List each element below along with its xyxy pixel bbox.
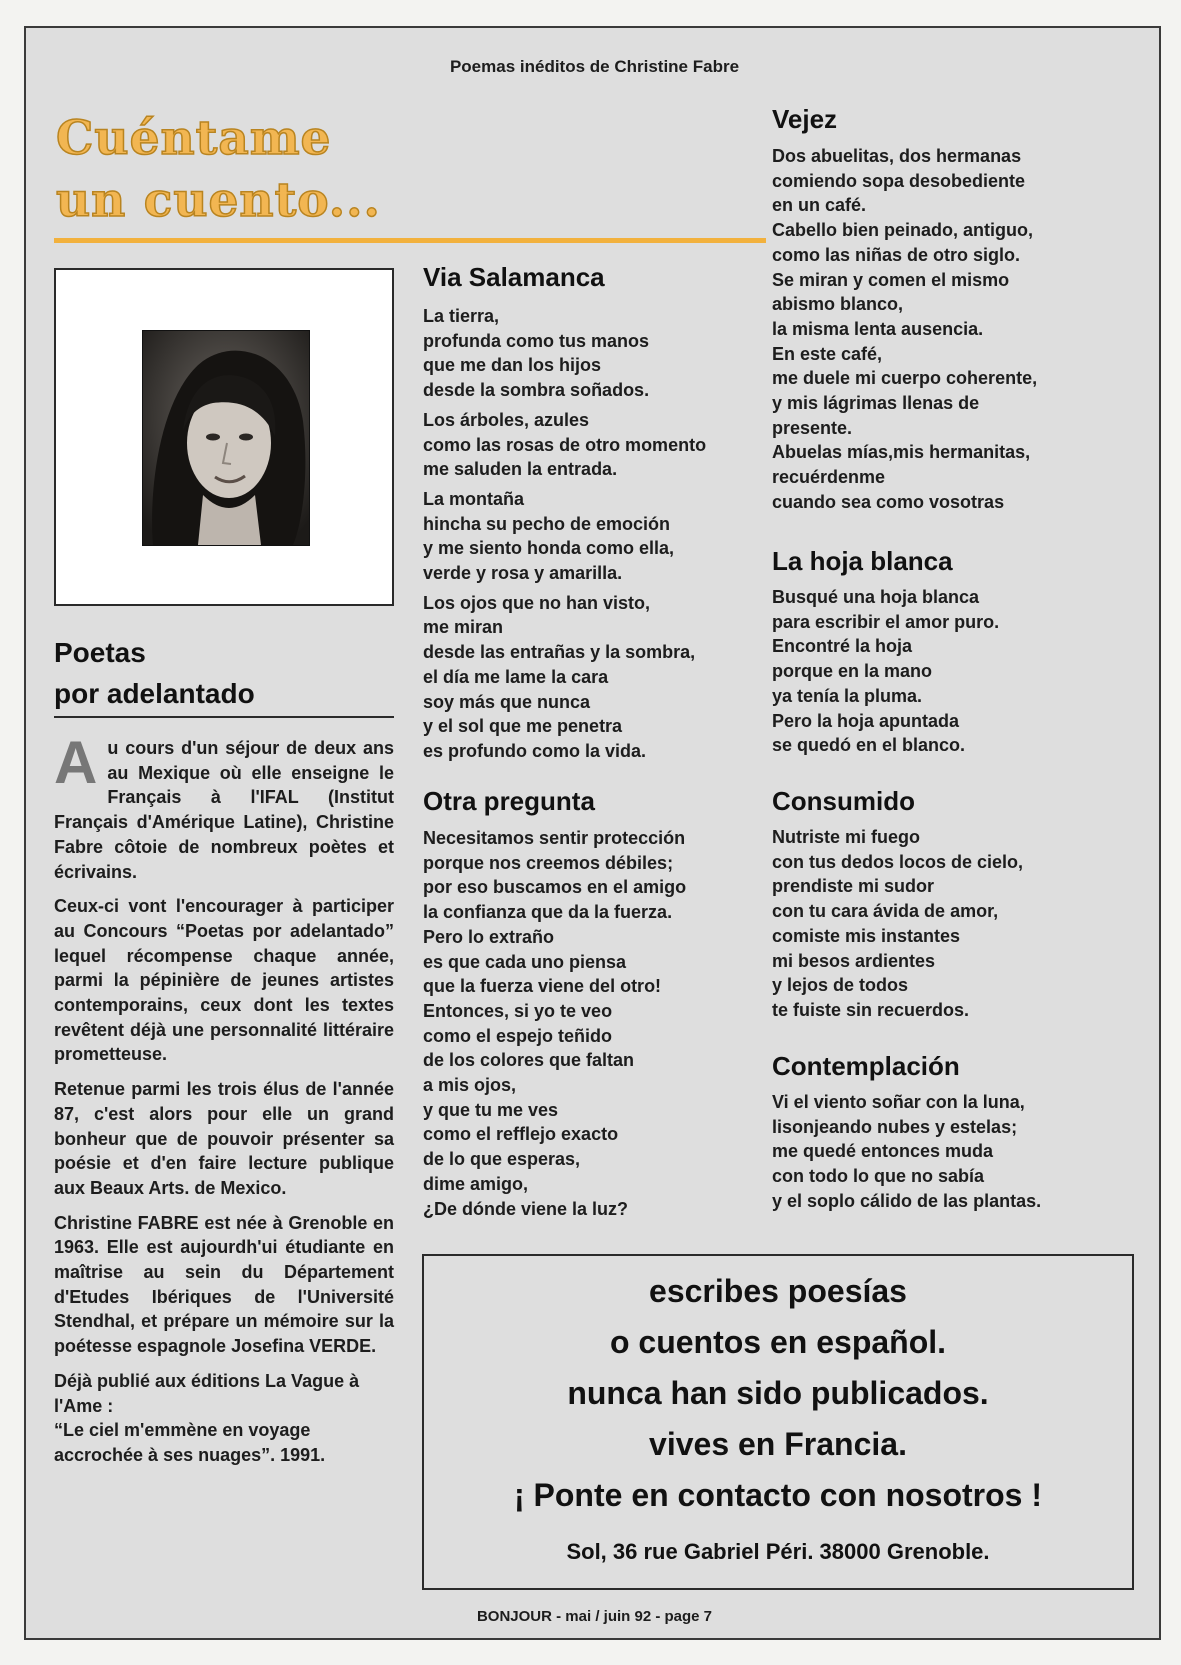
poem-via-salamanca <box>423 260 753 769</box>
poem-line: como el espejo teñido <box>423 1025 613 1046</box>
poem-line: La montaña <box>423 488 525 509</box>
poem-title: Vejez <box>772 104 838 134</box>
contact-ad-box <box>422 1254 1134 1590</box>
poem-line: Abuelas mías,mis hermanitas, <box>772 442 1031 463</box>
poem-line: con tus dedos locos de cielo, <box>772 851 1024 872</box>
poem-line: soy más que nunca <box>423 691 591 712</box>
section-rule <box>54 716 394 718</box>
paragraph: “Le ciel m'emmène en voyage accrochée à ses nuages”. 1991. <box>54 1420 326 1465</box>
poem-line: me duele mi cuerpo coherente, <box>772 368 1038 389</box>
poem-vejez <box>772 102 1142 520</box>
section-heading-line-2: por adelantado <box>54 678 255 709</box>
poem-line: porque en la mano <box>772 661 933 682</box>
stanza <box>772 585 1142 758</box>
poem-line: Los ojos que no han visto, <box>423 592 651 613</box>
poem-line: es que cada uno piensa <box>423 951 627 972</box>
poem-title: Contemplación <box>772 1051 960 1081</box>
drop-cap: A <box>54 729 98 796</box>
paragraph-text: u cours d'un séjour de deux ans au Mexique où elle enseigne le Français à l'IFAL (Institut Français d'Amérique Latine), Christine Fabre côtoie de nombreux poètes et écrivains. <box>54 738 394 882</box>
poem-la-hoja-blanca <box>772 544 1142 763</box>
stanza <box>423 408 753 482</box>
poem-line: Se miran y comen el mismo <box>772 269 1010 290</box>
poem-line: Pero la hoja apuntada <box>772 710 960 731</box>
poem-line: y el soplo cálido de las plantas. <box>772 1190 1042 1211</box>
stanza <box>423 487 753 586</box>
ad-line: o cuentos en español. <box>609 1324 947 1360</box>
poem-line: La tierra, <box>423 306 500 326</box>
poem-line: para escribir el amor puro. <box>772 611 1000 632</box>
stanza <box>423 591 753 764</box>
article-body <box>54 729 394 1478</box>
poem-line: hincha su pecho de emoción <box>423 513 671 534</box>
poem-line: desde la sombra soñados. <box>423 380 650 401</box>
poem-line: de lo que esperas, <box>423 1149 581 1170</box>
poem-line: y el sol que me penetra <box>423 716 623 737</box>
poem-line: recuérdenme <box>772 467 886 488</box>
stanza <box>772 144 1142 515</box>
page-title <box>56 108 381 232</box>
poem-line: me miran <box>423 617 504 638</box>
poem-line: profunda como tus manos <box>423 330 650 351</box>
poem-contemplacion <box>772 1049 1142 1219</box>
poem-line: Entonces, si yo te veo <box>423 1000 613 1021</box>
poem-line: Cabello bien peinado, antiguo, <box>772 220 1034 241</box>
stanza <box>772 1090 1142 1214</box>
poem-line: Pero lo extraño <box>423 926 555 947</box>
poem-line: Busqué una hoja blanca <box>772 587 980 607</box>
poem-line: la confianza que da la fuerza. <box>423 902 673 923</box>
magazine-page <box>24 26 1161 1640</box>
poem-line: y que tu me ves <box>423 1099 559 1120</box>
poem-title: Consumido <box>772 786 915 816</box>
poem-line: como las rosas de otro momento <box>423 434 707 455</box>
poem-line: ya tenía la pluma. <box>772 685 923 706</box>
paragraph <box>54 729 394 884</box>
poem-line: Los árboles, azules <box>423 409 590 430</box>
poem-line: me saluden la entrada. <box>423 459 618 480</box>
poem-title: Via Salamanca <box>423 262 605 292</box>
poem-line: Dos abuelitas, dos hermanas <box>772 146 1022 166</box>
section-heading-line-1: Poetas <box>54 637 146 668</box>
poem-line: y lejos de todos <box>772 975 909 996</box>
photo-frame <box>54 268 394 606</box>
poem-line: porque nos creemos débiles; <box>423 852 674 873</box>
page-footer: BONJOUR - mai / juin 92 - page 7 <box>476 1608 713 1625</box>
page-subtitle: Poemas inéditos de Christine Fabre <box>449 57 740 76</box>
poem-line: En este café, <box>772 343 883 364</box>
poem-line: el día me lame la cara <box>423 666 609 687</box>
poem-line: y mis lágrimas llenas de <box>772 393 980 414</box>
poem-line: como las niñas de otro siglo. <box>772 244 1021 265</box>
poem-line: Encontré la hoja <box>772 636 913 657</box>
ad-line: vives en Francia. <box>649 1426 907 1462</box>
poem-line: cuando sea como vosotras <box>772 491 1005 512</box>
stanza <box>423 826 753 1221</box>
paragraph: Ceux-ci vont l'encourager à participer au Concours “Poetas por adelantado” lequel récompense chaque année, parmi la pépinière de jeunes artistes contemporains, ceux dont les textes revêtent déjà une personnalité littéraire prometteuse. <box>54 896 394 1065</box>
poem-line: a mis ojos, <box>423 1075 517 1096</box>
author-portrait <box>142 330 310 546</box>
paragraph: Déjà publié aux éditions La Vague à l'Ame : <box>54 1370 360 1416</box>
poem-line: y me siento honda como ella, <box>423 538 675 559</box>
poem-line: Necesitamos sentir protección <box>423 828 686 848</box>
ad-line: nunca han sido publicados. <box>567 1375 989 1411</box>
poem-line: lisonjeando nubes y estelas; <box>772 1116 1018 1137</box>
poem-title: Otra pregunta <box>423 786 595 816</box>
poem-line: prendiste mi sudor <box>772 876 935 897</box>
poem-line: con tu cara ávida de amor, <box>772 901 999 922</box>
poem-line: de los colores que faltan <box>423 1050 635 1071</box>
poem-line: verde y rosa y amarilla. <box>423 563 623 584</box>
poem-title: La hoja blanca <box>772 546 953 576</box>
poem-line: que la fuerza viene del otro! <box>423 976 662 997</box>
poem-line: ¿De dónde viene la luz? <box>423 1198 629 1219</box>
poem-line: es profundo como la vida. <box>423 740 647 761</box>
poem-line: que me dan los hijos <box>423 355 602 376</box>
poem-consumido <box>772 784 1142 1028</box>
poem-line: la misma lenta ausencia. <box>772 318 984 339</box>
stanza <box>423 304 753 403</box>
ad-contact-address: Sol, 36 rue Gabriel Péri. 38000 Grenoble. <box>566 1539 990 1564</box>
paragraph: Retenue parmi les trois élus de l'année 87, c'est alors pour elle un grand bonheur que de pouvoir présenter sa poésie et d'en faire lecture publique aux Beaux Arts. de Mexico. <box>54 1079 394 1198</box>
stanza <box>772 825 1142 1023</box>
poem-line: presente. <box>772 417 853 438</box>
poem-line: como el refflejo exacto <box>423 1124 619 1145</box>
ad-line: ¡ Ponte en contacto con nosotros ! <box>513 1477 1042 1513</box>
ad-line: escribes poesías <box>649 1273 907 1309</box>
poem-line: por eso buscamos en el amigo <box>423 877 687 898</box>
poem-otra-pregunta <box>423 784 753 1226</box>
poem-line: desde las entrañas y la sombra, <box>423 642 696 663</box>
paragraph: Christine FABRE est née à Grenoble en 1963. Elle est aujourdh'ui étudiante en maîtrise au sein du Département d'Etudes Ibériques de l'Université Stendhal, et prépare un mémoire sur la poétesse espagnole Josefina VERDE. <box>54 1212 394 1357</box>
poem-line: me quedé entonces muda <box>772 1141 994 1162</box>
poem-line: te fuiste sin recuerdos. <box>772 999 970 1020</box>
poem-line: comiendo sopa desobediente <box>772 170 1026 191</box>
title-line-2: un cuento... <box>56 173 381 228</box>
poem-line: comiste mis instantes <box>772 925 961 946</box>
poem-line: Vi el viento soñar con la luna, <box>772 1092 1025 1112</box>
poem-line: se quedó en el blanco. <box>772 735 966 756</box>
poem-line: con todo lo que no sabía <box>772 1166 985 1187</box>
section-heading <box>54 632 255 714</box>
poem-line: en un café. <box>772 195 867 216</box>
title-line-1: Cuéntame <box>56 111 332 166</box>
poem-line: mi besos ardientes <box>772 950 936 971</box>
title-underline <box>54 238 766 243</box>
poem-line: dime amigo, <box>423 1173 529 1194</box>
poem-line: Nutriste mi fuego <box>772 827 921 847</box>
poem-line: abismo blanco, <box>772 294 904 315</box>
